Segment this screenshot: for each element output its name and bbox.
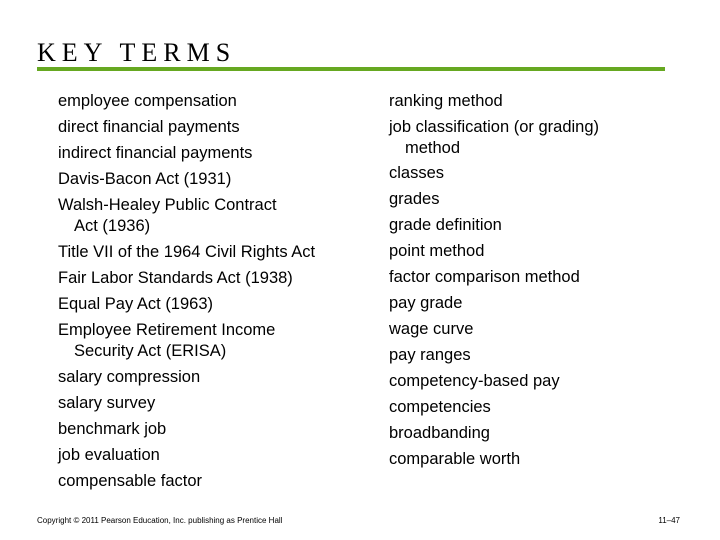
key-terms-left-column bbox=[58, 86, 368, 492]
title-underline bbox=[37, 67, 665, 71]
key-term: direct financial payments bbox=[58, 118, 240, 136]
key-term: job evaluation bbox=[58, 446, 160, 464]
key-term: Title VII of the 1964 Civil Rights Act bbox=[58, 243, 316, 261]
key-term: Fair Labor Standards Act (1938) bbox=[58, 269, 293, 287]
key-term: Employee Retirement Income Security Act (ERISA) bbox=[58, 321, 276, 360]
key-term: employee compensation bbox=[58, 92, 237, 110]
key-term: salary survey bbox=[58, 394, 156, 412]
key-term: job classification (or grading) method bbox=[389, 118, 600, 157]
key-term: indirect financial payments bbox=[58, 144, 253, 162]
key-term: point method bbox=[389, 242, 485, 260]
copyright-notice: Copyright © 2011 Pearson Education, Inc. publishing as Prentice Hall bbox=[37, 516, 283, 525]
key-term: Davis-Bacon Act (1931) bbox=[58, 170, 232, 188]
key-term: competencies bbox=[389, 398, 491, 416]
slide-title: KEY TERMS bbox=[37, 38, 237, 67]
key-term: ranking method bbox=[389, 92, 503, 110]
key-term: grades bbox=[389, 190, 440, 208]
key-term: compensable factor bbox=[58, 472, 202, 490]
key-term: wage curve bbox=[389, 320, 474, 338]
key-term: broadbanding bbox=[389, 424, 490, 442]
key-term: benchmark job bbox=[58, 420, 167, 438]
key-term: Walsh-Healey Public Contract Act (1936) bbox=[58, 196, 277, 235]
key-term: Equal Pay Act (1963) bbox=[58, 295, 214, 313]
key-term: salary compression bbox=[58, 368, 201, 386]
key-term: pay ranges bbox=[389, 346, 471, 364]
key-term: factor comparison method bbox=[389, 268, 580, 286]
key-term: grade definition bbox=[389, 216, 502, 234]
key-term: comparable worth bbox=[389, 450, 521, 468]
page-number: 11–47 bbox=[658, 516, 680, 525]
key-term: competency-based pay bbox=[389, 372, 560, 390]
key-term: pay grade bbox=[389, 294, 463, 312]
key-terms-right-column bbox=[389, 86, 689, 470]
key-term: classes bbox=[389, 164, 445, 182]
